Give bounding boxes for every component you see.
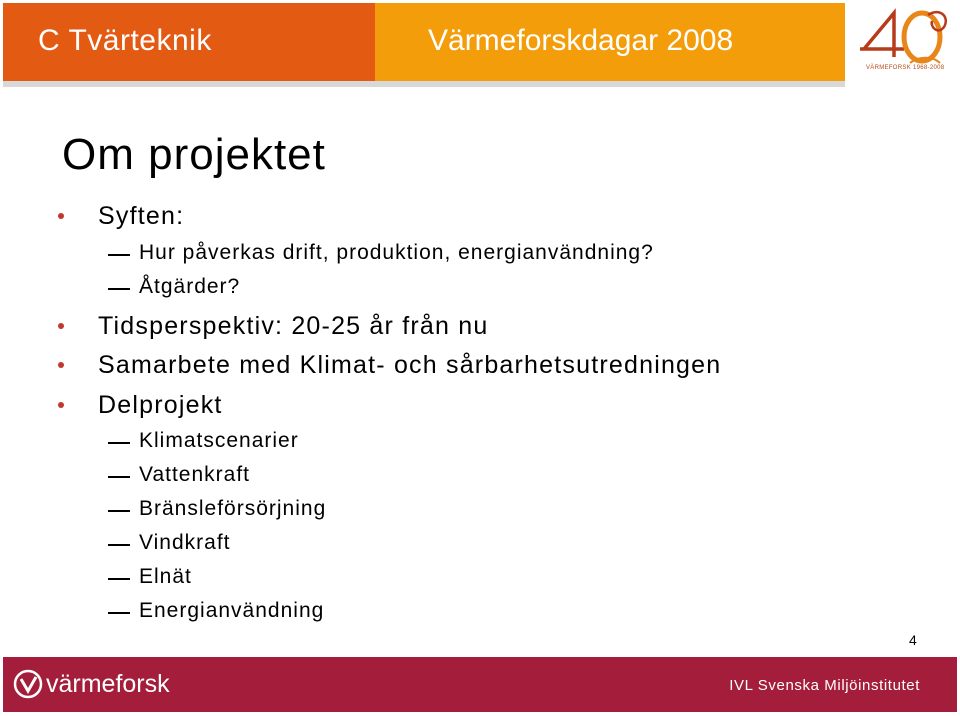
dash-icon — [108, 578, 130, 580]
sub-bullet-text: Åtgärder? — [139, 275, 241, 298]
page-number: 4 — [909, 632, 917, 648]
header-left-title: C Tvärteknik — [38, 24, 212, 57]
dash-icon — [108, 544, 130, 546]
bullet-text: Syften: — [98, 202, 185, 230]
dash-icon — [108, 254, 130, 256]
header-bar — [0, 0, 960, 90]
sub-bullet-text: Klimatscenarier — [139, 429, 299, 452]
dash-icon — [108, 288, 130, 290]
footer-bar — [3, 657, 957, 712]
header-shadow — [3, 81, 845, 87]
page-title: Om projektet — [62, 130, 326, 179]
footer-logo-text: värmeforsk — [46, 670, 170, 698]
sub-bullet-text: Hur påverkas drift, produktion, energianvändning? — [139, 241, 654, 264]
dash-icon — [108, 510, 130, 512]
dash-icon — [108, 476, 130, 478]
footer-organization: IVL Svenska Miljöinstitutet — [729, 677, 920, 694]
bullet-text: Delprojekt — [98, 391, 223, 419]
sub-bullet-text: Elnät — [139, 565, 192, 588]
bullet-dot-icon — [58, 323, 64, 329]
bullet-dot-icon — [58, 402, 64, 408]
anniversary-caption: VÄRMEFORSK 1968-2008 — [866, 65, 945, 71]
bullet-dot-icon — [58, 213, 64, 219]
sub-bullet-text: Energianvändning — [139, 599, 325, 622]
bullet-dot-icon — [58, 362, 64, 368]
header-right-title: Värmeforskdagar 2008 — [428, 24, 734, 57]
dash-icon — [108, 612, 130, 614]
dash-icon — [108, 442, 130, 444]
varmeforsk-logo-icon — [13, 669, 43, 699]
bullet-text: Tidsperspektiv: 20-25 år från nu — [98, 312, 489, 340]
sub-bullet-text: Vindkraft — [139, 531, 231, 554]
sub-bullet-text: Bränsleförsörjning — [139, 497, 327, 520]
bullet-text: Samarbete med Klimat- och sårbarhetsutredningen — [98, 351, 722, 379]
sub-bullet-text: Vattenkraft — [139, 463, 250, 486]
